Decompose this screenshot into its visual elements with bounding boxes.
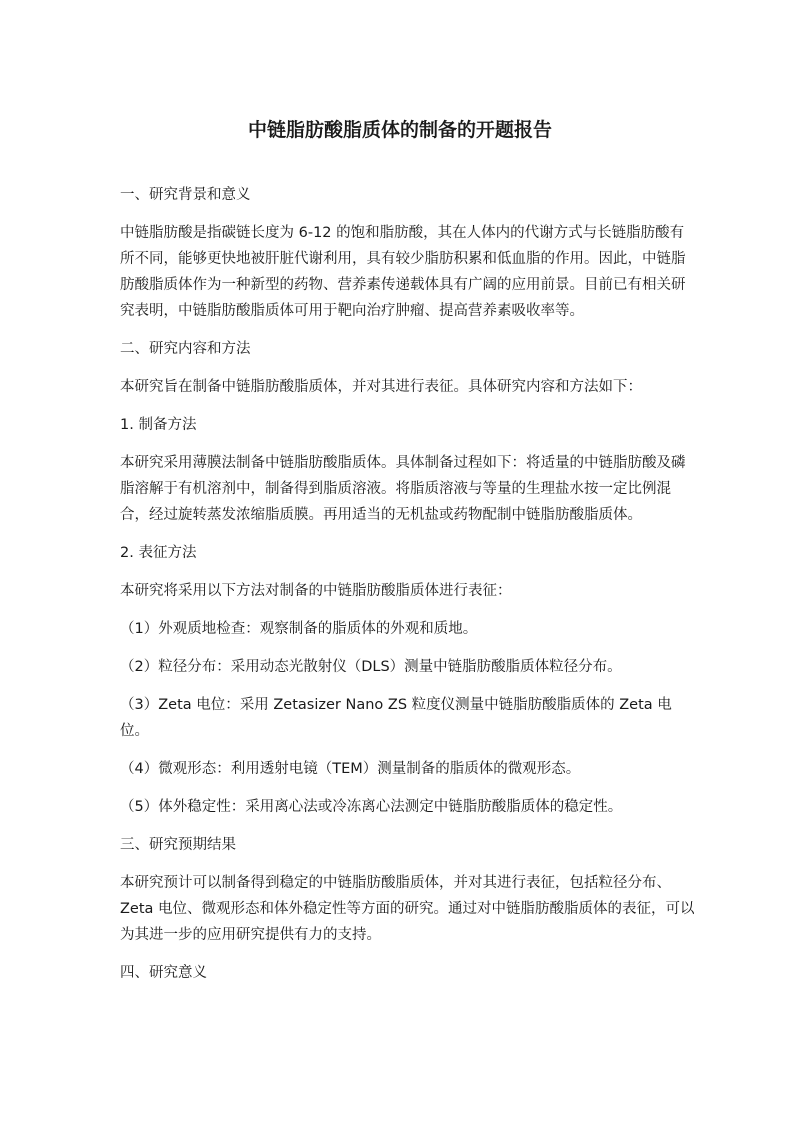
list-item-appearance: （1）外观质地检查：观察制备的脂质体的外观和质地。 bbox=[120, 621, 478, 637]
list-item-particle-size: （2）粒径分布：采用动态光散射仪（DLS）测量中链脂肪酸脂质体粒径分布。 bbox=[120, 659, 622, 675]
subheading-preparation: 1. 制备方法 bbox=[120, 417, 197, 433]
paragraph-content-intro: 本研究旨在制备中链脂肪酸脂质体，并对其进行表征。具体研究内容和方法如下： bbox=[120, 379, 642, 395]
subheading-characterization: 2. 表征方法 bbox=[120, 545, 197, 561]
document-title: 中链脂肪酸脂质体的制备的开题报告 bbox=[247, 119, 552, 141]
document-body bbox=[120, 182, 695, 998]
section-heading-content-methods: 二、研究内容和方法 bbox=[120, 341, 251, 357]
paragraph-characterization-intro: 本研究将采用以下方法对制备的中链脂肪酸脂质体进行表征： bbox=[120, 583, 512, 599]
list-item-stability: （5）体外稳定性：采用离心法或冷冻离心法测定中链脂肪酸脂质体的稳定性。 bbox=[120, 799, 623, 815]
paragraph-expected-results: 本研究预计可以制备得到稳定的中链脂肪酸脂质体，并对其进行表征，包括粒径分布、Zeta 电位、微观形态和体外稳定性等方面的研究。通过对中链脂肪酸脂质体的表征，可以为其进一步的应用研究提供有力的支持。 bbox=[120, 875, 695, 943]
section-heading-significance: 四、研究意义 bbox=[120, 965, 207, 981]
paragraph-preparation: 本研究采用薄膜法制备中链脂肪酸脂质体。具体制备过程如下：将适量的中链脂肪酸及磷脂溶解于有机溶剂中，制备得到脂质溶液。将脂质溶液与等量的生理盐水按一定比例混合，经过旋转蒸发浓缩脂质膜。再用适当的无机盐或药物配制中链脂肪酸脂质体。 bbox=[120, 455, 686, 523]
list-item-zeta-potential: （3）Zeta 电位：采用 Zetasizer Nano ZS 粒度仪测量中链脂肪酸脂质体的 Zeta 电位。 bbox=[120, 697, 672, 739]
paragraph-background: 中链脂肪酸是指碳链长度为 6-12 的饱和脂肪酸，其在人体内的代谢方式与长链脂肪酸有所不同，能够更快地被肝脏代谢利用，具有较少脂肪积累和低血脂的作用。因此，中链脂肪酸脂质体作为一种新型的药物、营养素传递载体具有广阔的应用前景。目前已有相关研究表明，中链脂肪酸脂质体可用于靶向治疗肿瘤、提高营养素吸收率等。 bbox=[120, 225, 686, 319]
section-heading-expected-results: 三、研究预期结果 bbox=[120, 837, 236, 853]
section-heading-background: 一、研究背景和意义 bbox=[120, 187, 251, 203]
list-item-morphology: （4）微观形态：利用透射电镜（TEM）测量制备的脂质体的微观形态。 bbox=[120, 761, 581, 777]
